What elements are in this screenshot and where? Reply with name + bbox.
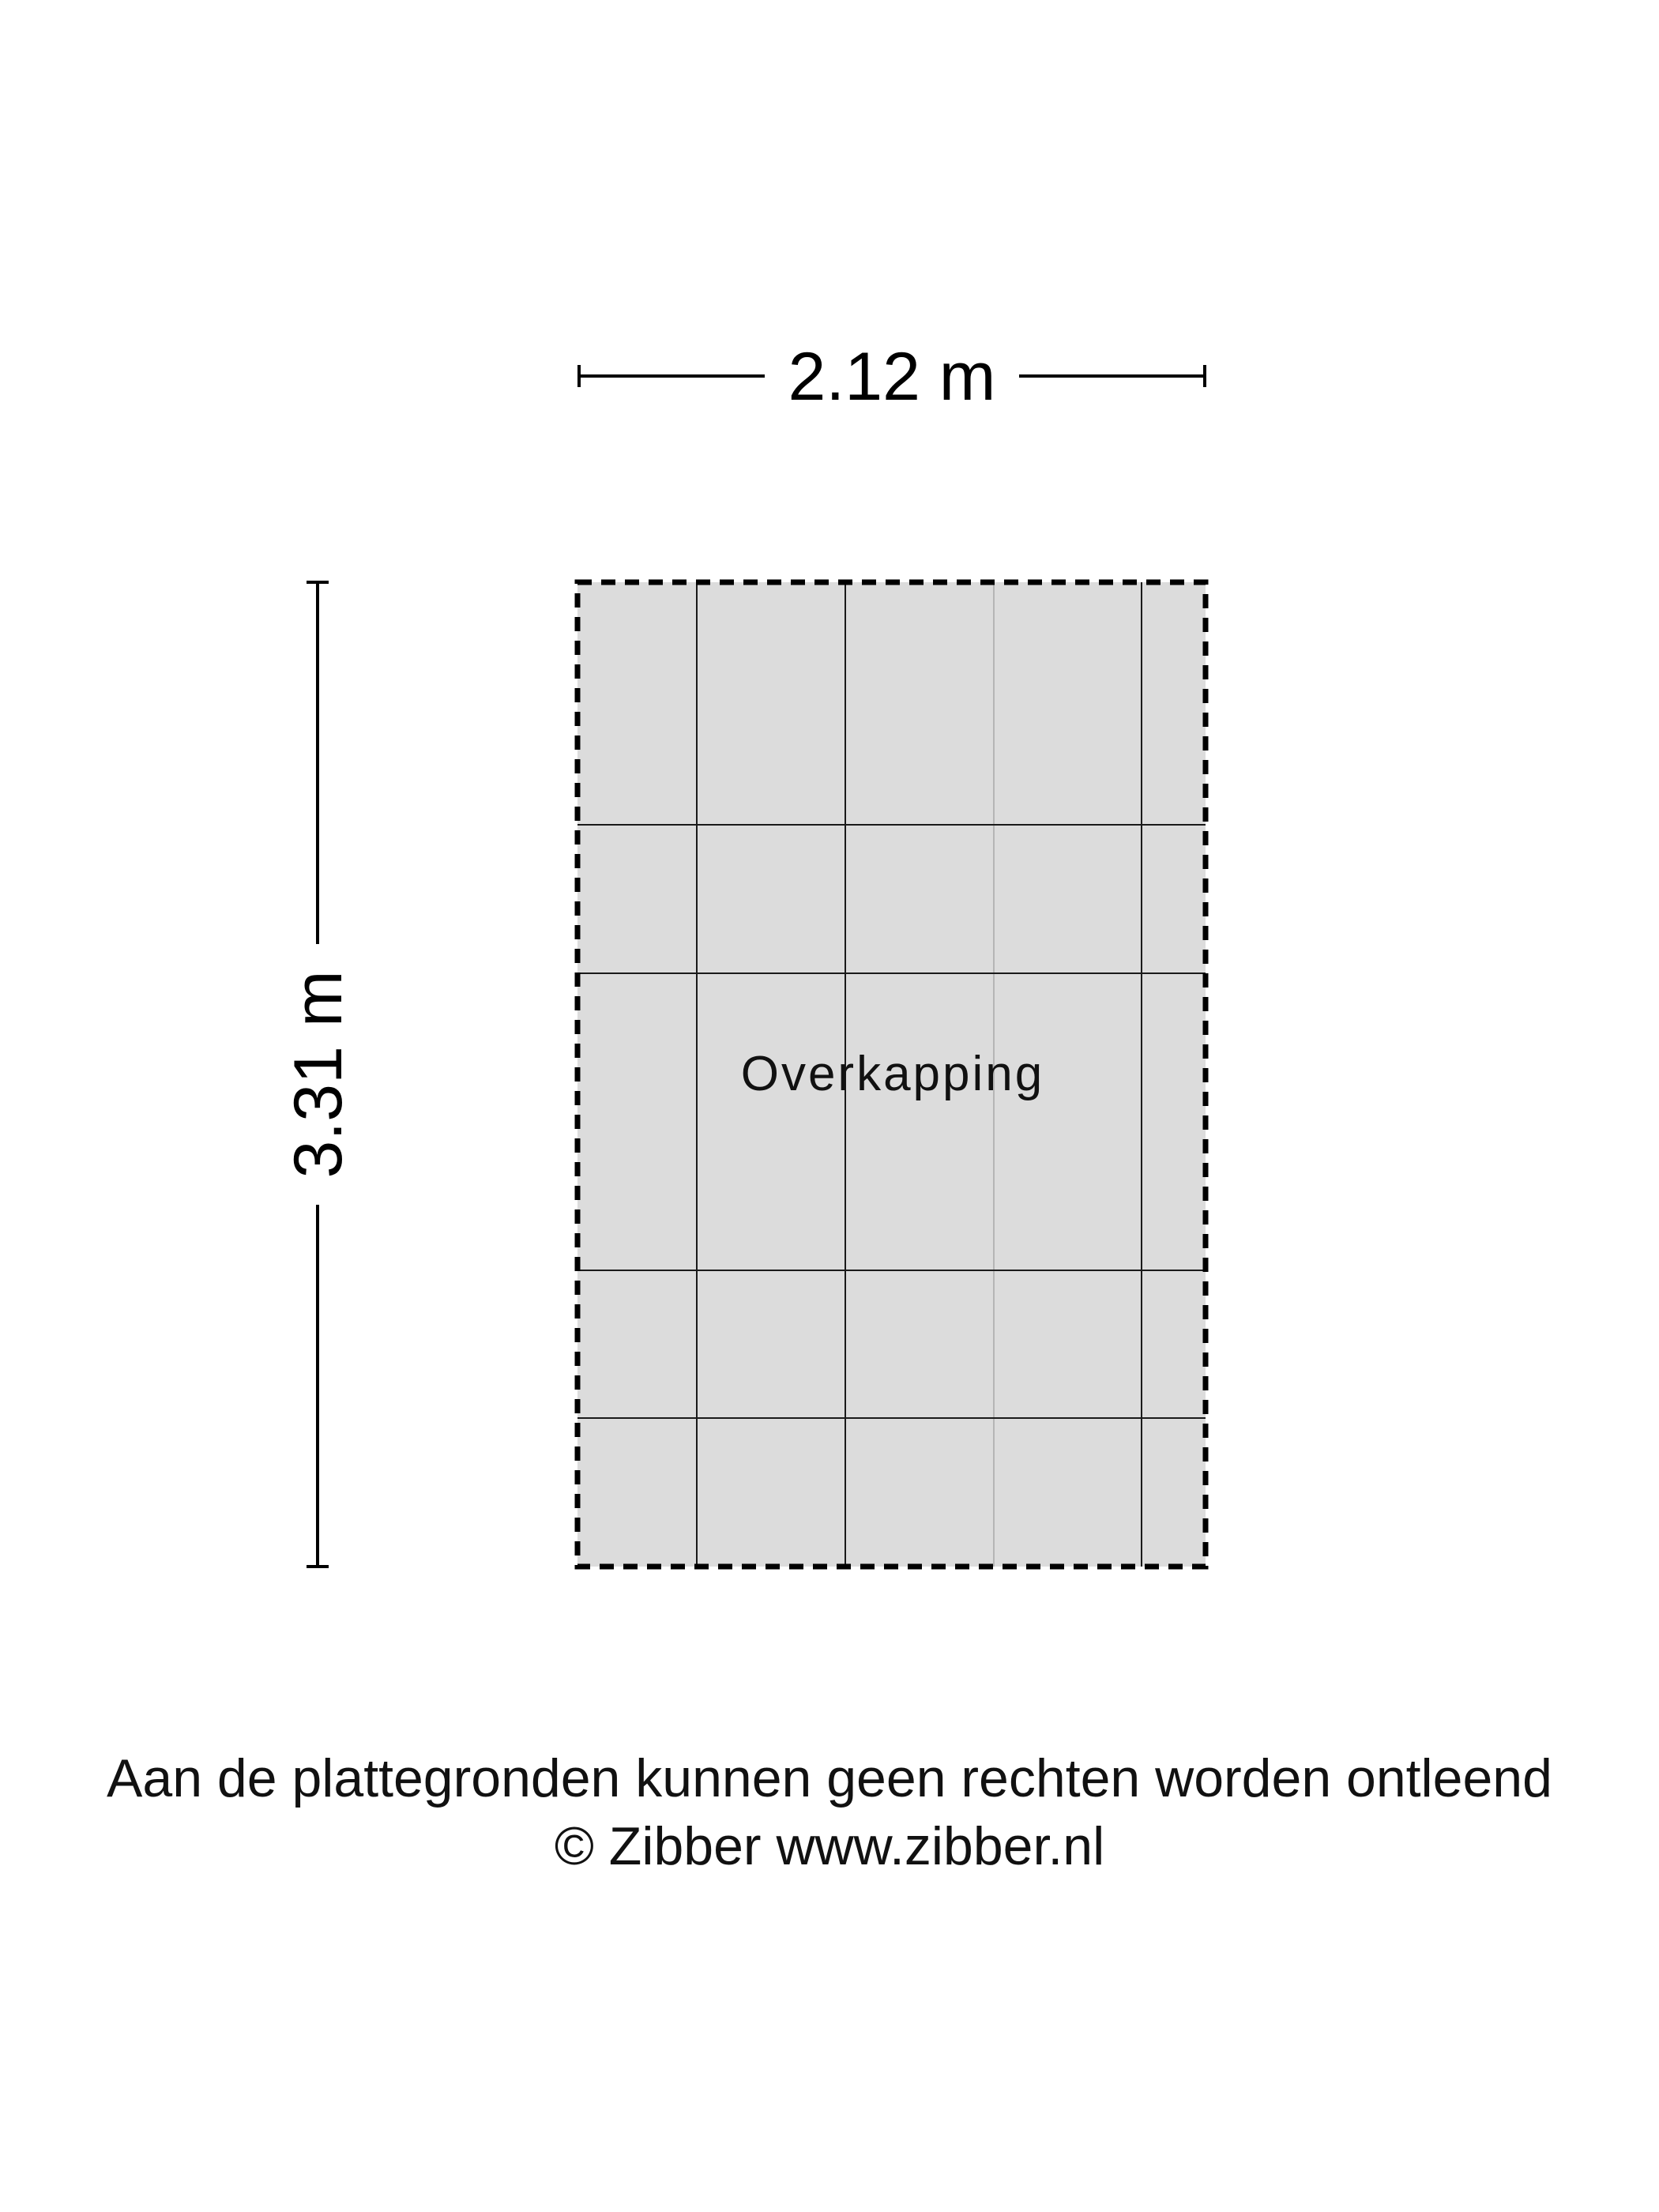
width-dimension-label: 2.12 m (788, 339, 996, 415)
height-dimension-label: 3.31 m (280, 970, 356, 1179)
height-dimension (280, 582, 356, 1567)
width-dimension (579, 339, 1205, 415)
copyright-text: © Zibber www.zibber.nl (554, 1816, 1105, 1876)
room-overkapping (577, 582, 1206, 1567)
disclaimer-text: Aan de plattegronden kunnen geen rechten worden ontleend (107, 1748, 1552, 1808)
room-label: Overkapping (740, 1047, 1045, 1101)
